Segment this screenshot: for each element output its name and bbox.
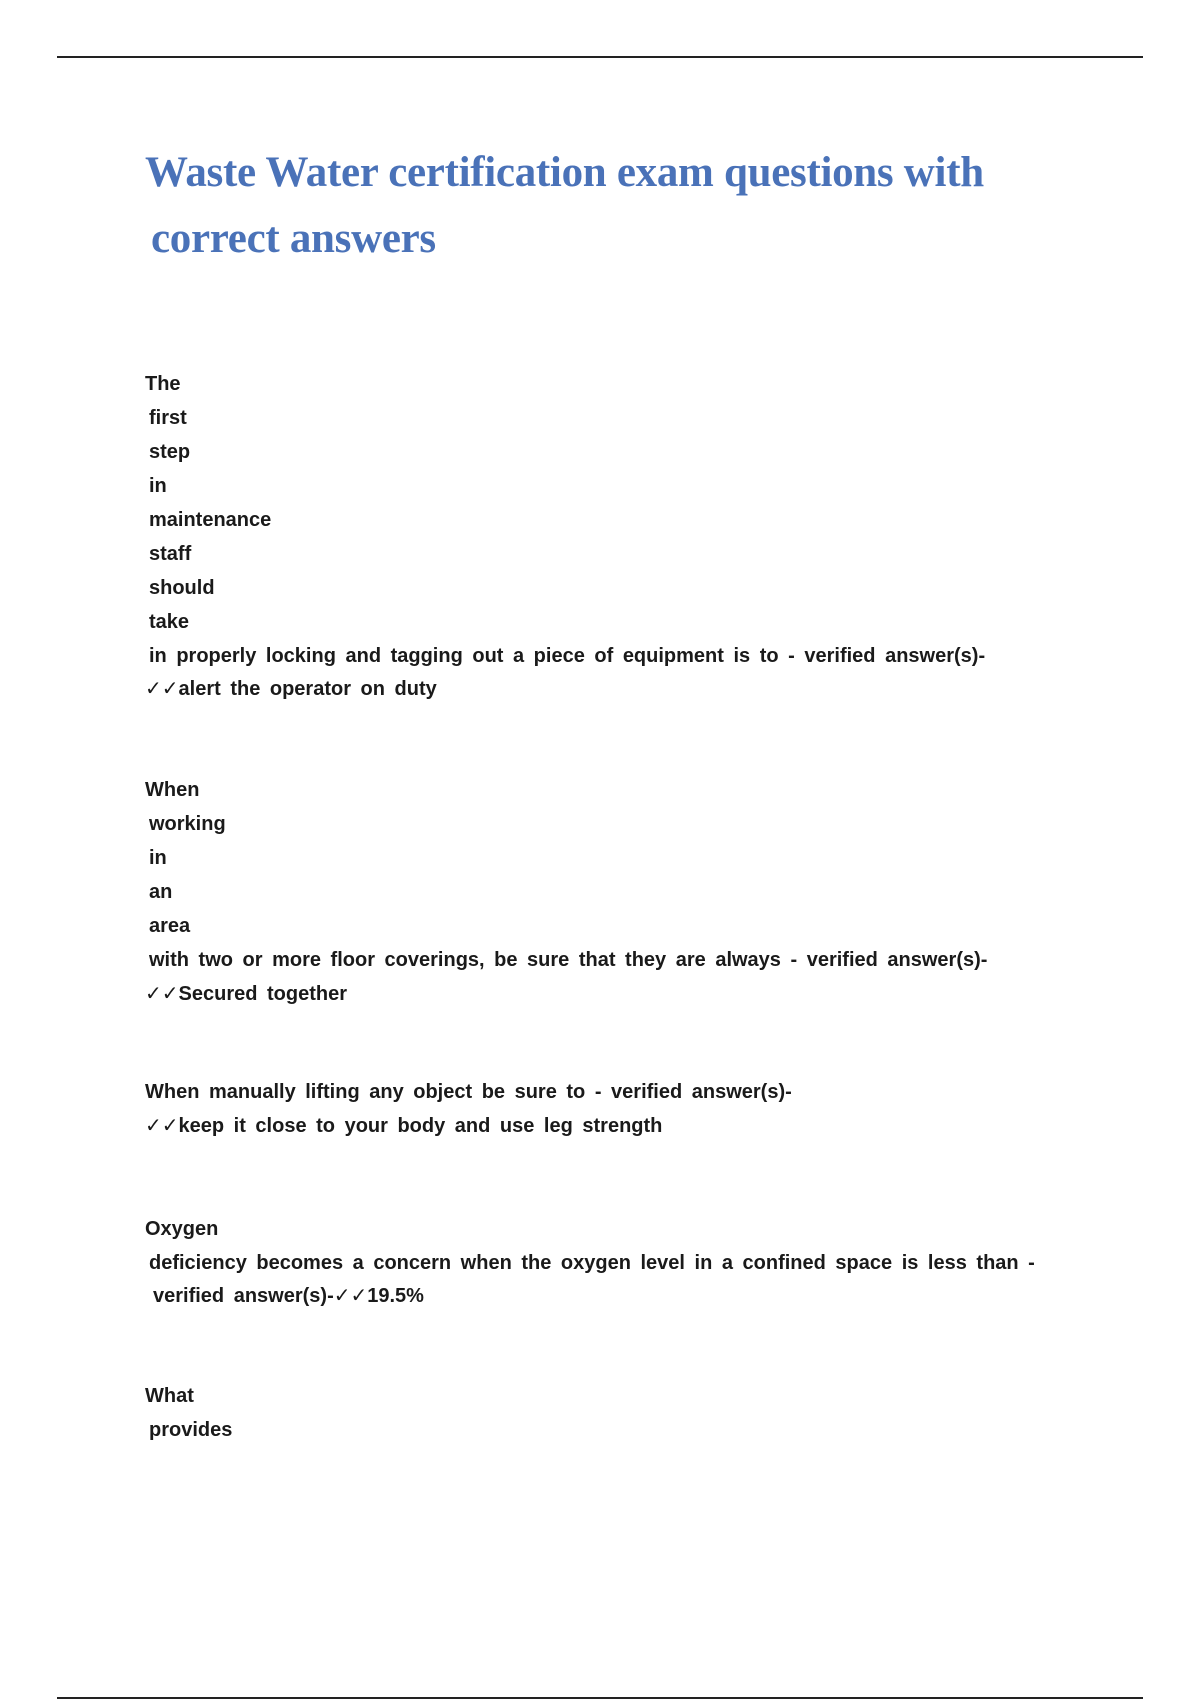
- question-line: area: [149, 915, 191, 937]
- question-line: The: [145, 373, 181, 395]
- question-line: working: [149, 813, 226, 835]
- question-line: step: [149, 441, 191, 463]
- answer-line: ✓✓alert the operator on duty: [145, 678, 437, 700]
- question-line: When: [145, 779, 200, 801]
- question-line: What: [145, 1385, 194, 1407]
- question-line: maintenance: [149, 509, 272, 531]
- question-line: deficiency becomes a concern when the oxygen level in a confined space is less than -: [149, 1252, 1035, 1274]
- question-line: take: [149, 611, 190, 633]
- question-line: an: [149, 881, 173, 903]
- question-line: in: [149, 847, 167, 869]
- question-line: provides: [149, 1419, 233, 1441]
- question-block-1: [145, 367, 1095, 705]
- footer-rule: [57, 1697, 1143, 1699]
- question-line: with two or more floor coverings, be sure that they are always - verified answer(s)-: [149, 949, 988, 971]
- title-line-1: Waste Water certification exam questions with: [145, 149, 984, 196]
- question-block-4: [145, 1212, 1095, 1312]
- title-line-2: correct answers: [151, 215, 436, 262]
- question-block-3: [145, 1075, 1095, 1143]
- question-block-2: [145, 773, 1095, 1011]
- answer-line: ✓✓Secured together: [145, 983, 347, 1005]
- question-line: Oxygen: [145, 1218, 219, 1240]
- question-line: When manually lifting any object be sure to - verified answer(s)-: [145, 1081, 792, 1103]
- answer-line: verified answer(s)-✓✓19.5%: [153, 1285, 424, 1307]
- question-line: in properly locking and tagging out a piece of equipment is to - verified answer(s)-: [149, 645, 986, 667]
- answer-line: ✓✓keep it close to your body and use leg strength: [145, 1115, 663, 1137]
- question-line: staff: [149, 543, 192, 565]
- question-line: in: [149, 475, 167, 497]
- header-rule: [57, 56, 1143, 58]
- question-line: first: [149, 407, 187, 429]
- question-block-5: [145, 1379, 1095, 1447]
- document-title: [145, 140, 1105, 272]
- question-line: should: [149, 577, 215, 599]
